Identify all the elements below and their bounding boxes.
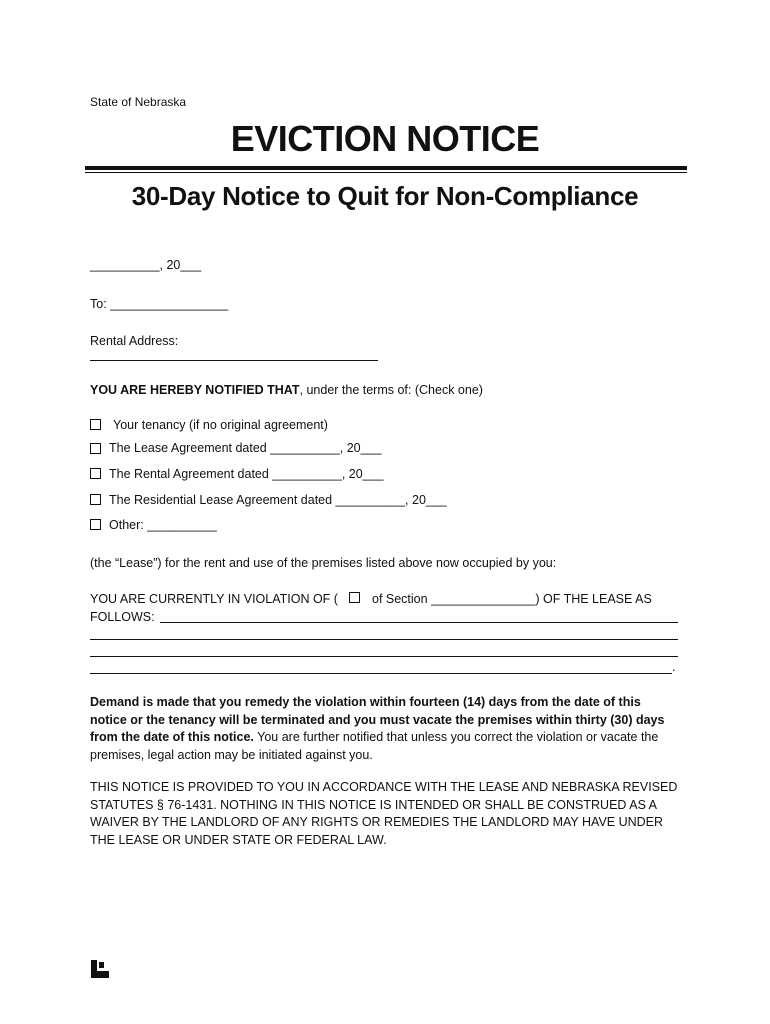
notified-rest: , under the terms of: (Check one) [299,383,483,397]
date-field[interactable]: __________, 20___ [90,258,202,272]
demand-paragraph [90,694,680,764]
notified-bold: YOU ARE HEREBY NOTIFIED THAT [90,383,300,397]
checkbox-other[interactable] [90,519,101,530]
lease-definition: (the “Lease”) for the rent and use of the premises listed above now occupied by you: [90,556,557,570]
violation-line-2[interactable] [90,639,678,640]
violation-line-3[interactable] [90,656,678,657]
checkbox-residential-lease[interactable] [90,494,101,505]
rental-address-line[interactable] [90,360,378,361]
violation-line-4[interactable] [90,673,672,674]
notified-statement [90,383,483,397]
state-label: State of Nebraska [90,95,187,109]
legal-document-logo-icon [91,960,109,978]
checkbox-rental-agreement[interactable] [90,468,101,479]
document-subtitle: 30-Day Notice to Quit for Non-Compliance [131,181,639,211]
rental-address-label: Rental Address: [90,334,179,348]
statute-paragraph: THIS NOTICE IS PROVIDED TO YOU IN ACCORDANCE WITH THE LEASE AND NEBRASKA REVISED STATUTES § 76-1431. NOTHING IN THIS NOTICE IS INTENDED OR SHALL BE CONSTRUED AS A WAIVER BY THE LANDLORD OF ANY RIGHTS OR REMEDIES THE LANDLORD MAY HAVE UNDER THE LEASE OR UNDER STATE OR FEDERAL LAW. [90,780,678,847]
violation-follows-label: FOLLOWS: [90,610,155,624]
checkbox-violation[interactable] [349,592,360,603]
demand-rest: You are further notified that unless you correct the violation or vacate the premises, legal action may be initiated against you. [90,730,659,762]
option-tenancy: Your tenancy (if no original agreement) [113,418,328,432]
option-rental-agreement: The Rental Agreement dated __________, 20___ [109,467,384,481]
title-divider-thin [85,172,687,173]
option-residential-lease: The Residential Lease Agreement dated __________, 20___ [109,493,447,507]
violation-text-section: of Section _______________) OF THE LEASE AS [372,592,652,606]
violation-period: . [672,660,676,674]
violation-text-start: YOU ARE CURRENTLY IN VIOLATION OF ( [90,592,338,606]
checkbox-tenancy[interactable] [90,419,101,430]
title-divider-thick [85,166,687,170]
option-other: Other: __________ [109,518,217,532]
to-field[interactable]: To: _________________ [90,297,229,311]
violation-line-1[interactable] [160,622,678,623]
document-title: EVICTION NOTICE [230,118,540,159]
checkbox-lease-agreement[interactable] [90,443,101,454]
demand-bold: Demand is made that you remedy the violation within fourteen (14) days from the date of this notice or the tenancy will be terminated and you must vacate the premises within thirty (30) days from the date of this notice. [90,695,665,744]
option-lease-agreement: The Lease Agreement dated __________, 20___ [109,441,382,455]
